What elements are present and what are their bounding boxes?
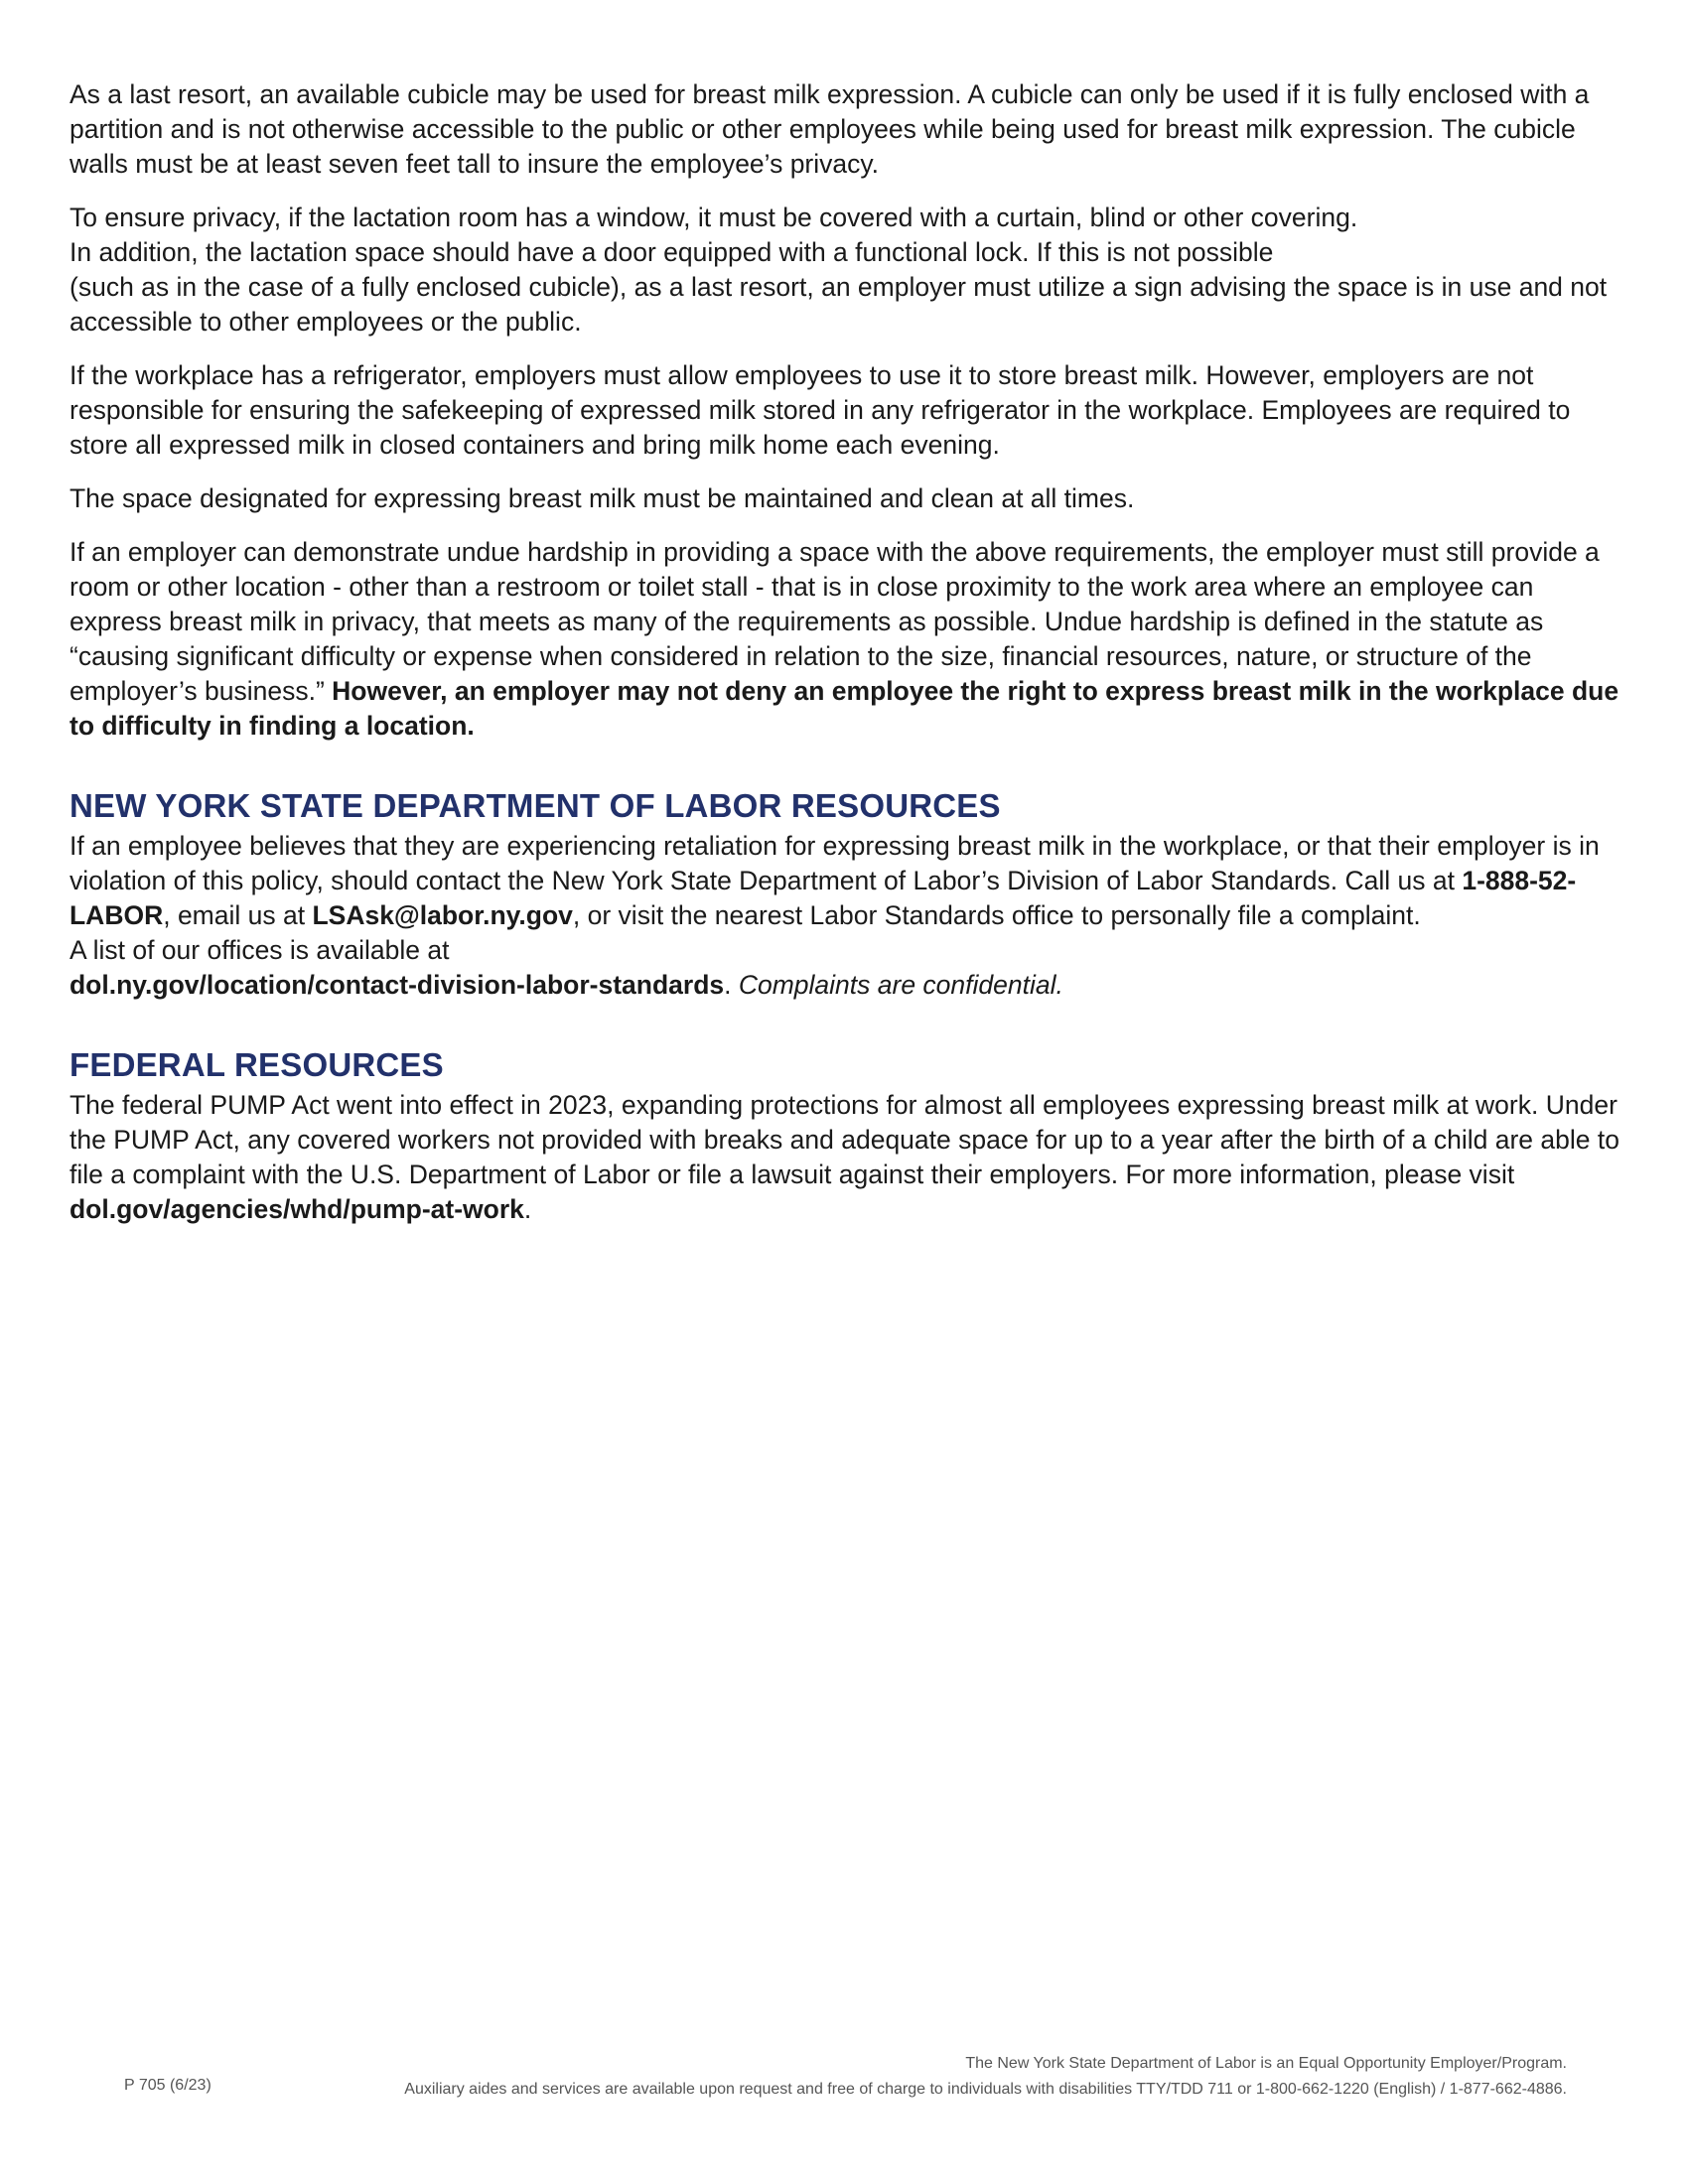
nys-resources-paragraph <box>70 829 1623 1003</box>
federal-resources-heading: FEDERAL RESOURCES <box>70 1046 444 1083</box>
eeo-statement: The New York State Department of Labor is an Equal Opportunity Employer/Program. <box>965 2055 1567 2072</box>
email-link[interactable]: LSAsk@labor.ny.gov <box>312 900 573 930</box>
offices-period: . <box>724 970 739 1000</box>
cleanliness-paragraph: The space designated for expressing breast milk must be maintained and clean at all times. <box>70 483 1135 513</box>
privacy-line-2: In addition, the lactation space should have a door equipped with a functional lock. If this is not possible <box>70 237 1274 267</box>
federal-text: The federal PUMP Act went into effect in 2023, expanding protections for almost all employees expressing breast milk at work. Under the PUMP Act, any covered workers not provided with breaks and adequate space for up to a year after the birth of a child are able to file a complaint with the U.S. Department of Labor or file a lawsuit against their employers. For more information, please visit <box>70 1090 1619 1189</box>
privacy-line-3: (such as in the case of a fully enclosed cubicle), as a last resort, an employer must utilize a sign advising the space is in use and not accessible to other employees or the public. <box>70 272 1608 337</box>
refrigerator-paragraph: If the workplace has a refrigerator, employers must allow employees to use it to store breast milk. However, employers are not responsible for ensuring the safekeeping of expressed milk stored in any refrigerator in the workplace. Employees are required to store all expressed milk in closed containers and bring milk home each evening. <box>70 360 1571 460</box>
offices-line: A list of our offices is available at <box>70 935 450 965</box>
offices-link[interactable]: dol.ny.gov/location/contact-division-labor-standards <box>70 970 725 1000</box>
nys-text-1: If an employee believes that they are experiencing retaliation for expressing breast milk in the workplace, or that their employer is in violation of this policy, should contact the New York State Department of Labor’s Division of Labor Standards. Call us at <box>70 831 1600 895</box>
document-body <box>70 77 1623 1246</box>
form-code: P 705 (6/23) <box>124 2077 211 2094</box>
undue-hardship-text: If an employer can demonstrate undue hardship in providing a space with the above requirements, the employer must still provide a room or other location - other than a restroom or toilet stall - that is in close proximity to the work area where an employee can express breast milk in privacy, that meets as many of the requirements as possible. Undue hardship is defined in the statute as “causing significant difficulty or expense when considered in relation to the size, financial resources, nature, or structure of the employer’s business.” <box>70 537 1600 706</box>
phone-number[interactable]: 1-888-52-LABOR <box>70 866 1577 930</box>
footer-notice <box>404 2051 1567 2103</box>
privacy-line-1: To ensure privacy, if the lactation room has a window, it must be covered with a curtain, blind or other covering. <box>70 203 1358 232</box>
confidential-note: Complaints are confidential. <box>738 970 1063 1000</box>
privacy-paragraph <box>70 201 1623 340</box>
nys-text-3: , or visit the nearest Labor Standards office to personally file a complaint. <box>572 900 1421 930</box>
undue-hardship-bold-text: However, an employer may not deny an employee the right to express breast milk in the workplace due to difficulty in finding a location. <box>70 676 1619 741</box>
nys-text-2: , email us at <box>163 900 313 930</box>
cubicle-paragraph: As a last resort, an available cubicle may be used for breast milk expression. A cubicle can only be used if it is fully enclosed with a partition and is not otherwise accessible to the public or other employees while being used for breast milk expression. The cubicle walls must be at least seven feet tall to insure the employee’s privacy. <box>70 79 1590 179</box>
undue-hardship-paragraph <box>70 535 1623 744</box>
pump-at-work-link[interactable]: dol.gov/agencies/whd/pump-at-work <box>70 1194 524 1224</box>
auxiliary-aids-statement: Auxiliary aides and services are available upon request and free of charge to individuals with disabilities TTY/TDD 711 or 1-800-662-1220 (English) / 1-877-662-4886. <box>404 2081 1567 2098</box>
federal-resources-paragraph <box>70 1088 1623 1227</box>
nys-resources-heading: NEW YORK STATE DEPARTMENT OF LABOR RESOURCES <box>70 787 1001 824</box>
federal-end: . <box>523 1194 532 1224</box>
